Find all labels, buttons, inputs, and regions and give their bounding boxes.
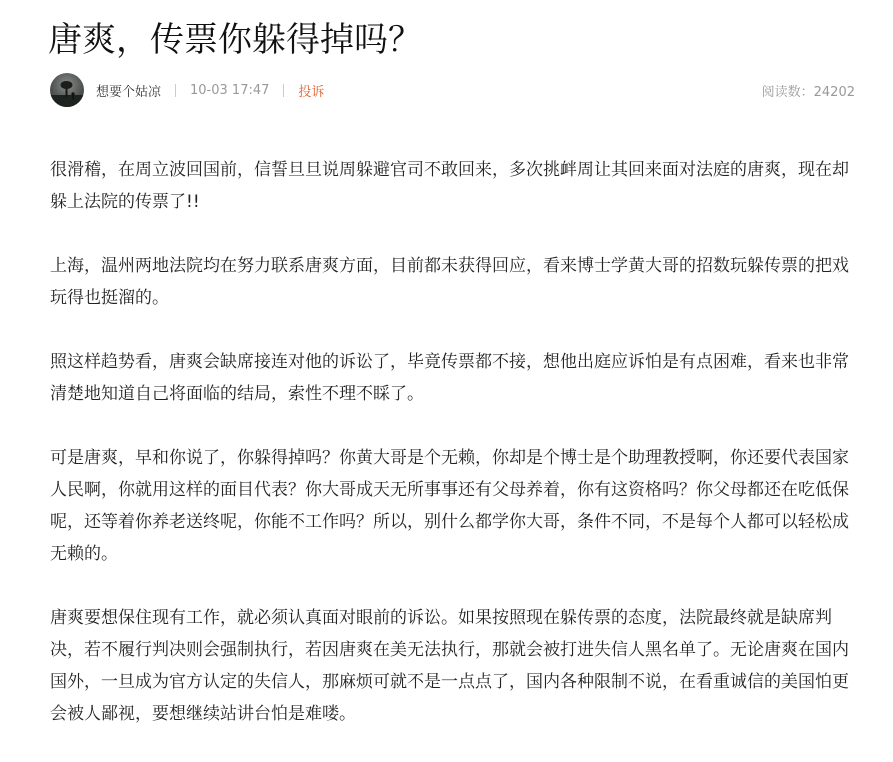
article-title: 唐爽，传票你躲得掉吗？	[48, 20, 422, 60]
report-link[interactable]: 投诉	[298, 84, 325, 100]
article-meta	[50, 72, 855, 108]
paragraph: 唐爽要想保住现有工作，就必须认真面对眼前的诉讼。如果按照现在躲传票的态度，法院最终就是缺席判决，若不履行判决则会强制执行，若因唐爽在美无法执行，那就会被打进失信人黑名单了。无论唐爽在国内国外，一旦成为官方认定的失信人，那麻烦可就不是一点点了，国内各种限制不说，在看重诚信的美国怕更会被人鄙视，要想继续站讲台怕是难喽。	[50, 608, 849, 724]
publish-date: 10-03 17:47	[190, 82, 270, 98]
paragraph: 上海，温州两地法院均在努力联系唐爽方面，目前都未获得回应，看来博士学黄大哥的招数玩躲传票的把戏玩得也挺溜的。	[50, 256, 849, 308]
paragraph: 很滑稽，在周立波回国前，信誓旦旦说周躲避官司不敢回来，多次挑衅周让其回来面对法庭的唐爽，现在却躲上法院的传票了!!	[50, 160, 849, 212]
paragraph: 照这样趋势看，唐爽会缺席接连对他的诉讼了，毕竟传票都不接，想他出庭应诉怕是有点困难，看来也非常清楚地知道自己将面临的结局，索性不理不睬了。	[50, 352, 849, 404]
avatar-image-icon	[50, 73, 84, 107]
avatar[interactable]	[50, 73, 84, 107]
read-count: 阅读数：24202	[761, 84, 855, 100]
meta-divider	[283, 84, 284, 97]
article-body	[50, 154, 858, 762]
meta-divider	[175, 84, 176, 97]
author-name[interactable]: 想要个姑凉	[96, 84, 162, 100]
paragraph: 可是唐爽，早和你说了，你躲得掉吗？你黄大哥是个无赖，你却是个博士是个助理教授啊，你还要代表国家人民啊，你就用这样的面目代表？你大哥成天无所事事还有父母养着，你有这资格吗？你父母都还在吃低保呢，还等着你养老送终呢，你能不工作吗？所以，别什么都学你大哥，条件不同，不是每个人都可以轻松成无赖的。	[50, 448, 849, 564]
